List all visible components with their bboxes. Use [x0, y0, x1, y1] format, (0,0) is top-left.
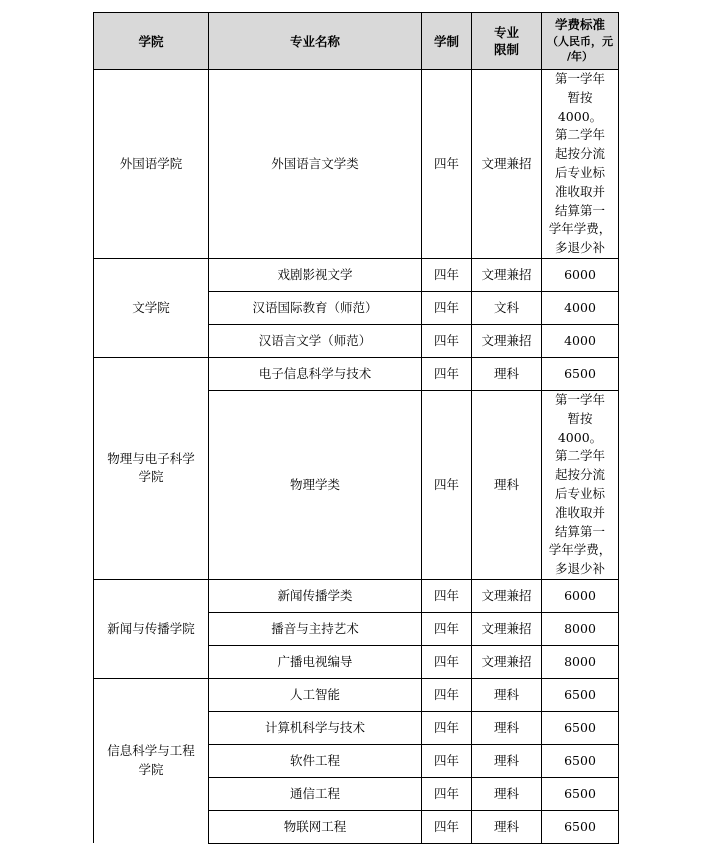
restriction-cell: 理科 — [472, 678, 542, 711]
major-cell: 播音与主持艺术 — [209, 612, 422, 645]
restriction-cell: 文理兼招 — [472, 645, 542, 678]
table-row — [94, 357, 619, 390]
fee-cell: 6500 — [542, 777, 619, 810]
restriction-cell: 理科 — [472, 711, 542, 744]
fee-note-line: 起按分流 — [554, 467, 605, 483]
fee-note-line: 结算第一 — [554, 202, 605, 218]
tuition-table — [93, 12, 619, 844]
college-cell — [94, 357, 209, 579]
fee-note-line: 后专业标 — [554, 164, 605, 180]
restriction-cell: 文理兼招 — [472, 612, 542, 645]
fee-note-line: 第一学年 — [554, 71, 605, 86]
fee-cell: 6500 — [542, 357, 619, 390]
major-cell: 汉语国际教育（师范） — [209, 291, 422, 324]
fee-note-line: 结算第一 — [554, 523, 605, 539]
major-cell: 软件工程 — [209, 744, 422, 777]
major-cell: 广播电视编导 — [209, 645, 422, 678]
major-cell: 人工智能 — [209, 678, 422, 711]
restriction-cell: 理科 — [472, 777, 542, 810]
fee-note-line: 准收取并 — [554, 183, 605, 199]
duration-cell: 四年 — [422, 258, 472, 291]
restriction-cell: 理科 — [472, 357, 542, 390]
restriction-cell: 文理兼招 — [472, 70, 542, 259]
duration-cell: 四年 — [422, 390, 472, 579]
fee-cell: 4000 — [542, 324, 619, 357]
fee-note-line: 学年学费， — [548, 221, 612, 237]
fee-note-line: 起按分流 — [554, 146, 605, 162]
college-cell: 文学院 — [94, 258, 209, 357]
duration-cell: 四年 — [422, 612, 472, 645]
duration-cell: 四年 — [422, 291, 472, 324]
duration-cell: 四年 — [422, 579, 472, 612]
header-fee-line3: /年） — [566, 50, 594, 64]
restriction-cell: 文理兼招 — [472, 579, 542, 612]
table-header-row — [94, 13, 619, 70]
college-name-line2: 学院 — [138, 762, 164, 778]
header-duration: 学制 — [422, 13, 472, 70]
header-fee-line1: 学费标准 — [554, 17, 605, 33]
major-cell: 物联网工程 — [209, 810, 422, 843]
fee-cell: 8000 — [542, 612, 619, 645]
table-row — [94, 70, 619, 259]
duration-cell: 四年 — [422, 711, 472, 744]
fee-note-line: 多退少补 — [554, 240, 605, 256]
restriction-cell: 文科 — [472, 291, 542, 324]
major-cell: 通信工程 — [209, 777, 422, 810]
table-row — [94, 678, 619, 711]
duration-cell: 四年 — [422, 810, 472, 843]
duration-cell: 四年 — [422, 744, 472, 777]
college-cell: 外国语学院 — [94, 70, 209, 259]
major-cell: 新闻传播学类 — [209, 579, 422, 612]
college-cell: 新闻与传播学院 — [94, 579, 209, 678]
restriction-cell: 文理兼招 — [472, 258, 542, 291]
header-fee — [542, 13, 619, 70]
restriction-cell: 理科 — [472, 390, 542, 579]
fee-cell: 6000 — [542, 258, 619, 291]
header-college: 学院 — [94, 13, 209, 70]
header-fee-line2: （人民币，元 — [547, 34, 613, 48]
major-cell: 电子信息科学与技术 — [209, 357, 422, 390]
fee-note-line: 学年学费， — [548, 542, 612, 558]
restriction-cell: 文理兼招 — [472, 324, 542, 357]
college-cell — [94, 678, 209, 843]
fee-cell: 6500 — [542, 711, 619, 744]
duration-cell: 四年 — [422, 70, 472, 259]
restriction-cell: 理科 — [472, 810, 542, 843]
major-cell: 外国语言文学类 — [209, 70, 422, 259]
college-name-line1: 信息科学与工程 — [107, 743, 195, 759]
fee-note-line: 第二学年 — [554, 448, 605, 464]
fee-cell: 6500 — [542, 678, 619, 711]
fee-note-line: 第二学年 — [554, 127, 605, 143]
duration-cell: 四年 — [422, 324, 472, 357]
table-row — [94, 258, 619, 291]
fee-note-line: 暂按 4000。 — [557, 410, 603, 445]
restriction-cell: 理科 — [472, 744, 542, 777]
college-name-line2: 学院 — [138, 469, 164, 485]
major-cell: 戏剧影视文学 — [209, 258, 422, 291]
fee-cell: 6500 — [542, 810, 619, 843]
fee-cell: 8000 — [542, 645, 619, 678]
fee-note-line: 多退少补 — [554, 561, 605, 577]
college-name-line1: 物理与电子科学 — [107, 450, 195, 466]
duration-cell: 四年 — [422, 678, 472, 711]
fee-note-line: 第一学年 — [554, 391, 605, 407]
table-row — [94, 579, 619, 612]
major-cell: 计算机科学与技术 — [209, 711, 422, 744]
fee-note-cell — [542, 70, 619, 259]
duration-cell: 四年 — [422, 645, 472, 678]
duration-cell: 四年 — [422, 777, 472, 810]
fee-cell: 6500 — [542, 744, 619, 777]
major-cell: 汉语言文学（师范） — [209, 324, 422, 357]
header-restriction: 专业限制 — [472, 13, 542, 70]
fee-cell: 4000 — [542, 291, 619, 324]
major-cell: 物理学类 — [209, 390, 422, 579]
fee-note-line: 准收取并 — [554, 504, 605, 520]
fee-note-line: 暂按 4000。 — [557, 89, 603, 124]
fee-cell: 6000 — [542, 579, 619, 612]
fee-note-cell — [542, 390, 619, 579]
fee-note-line: 后专业标 — [554, 485, 605, 501]
header-major: 专业名称 — [209, 13, 422, 70]
duration-cell: 四年 — [422, 357, 472, 390]
